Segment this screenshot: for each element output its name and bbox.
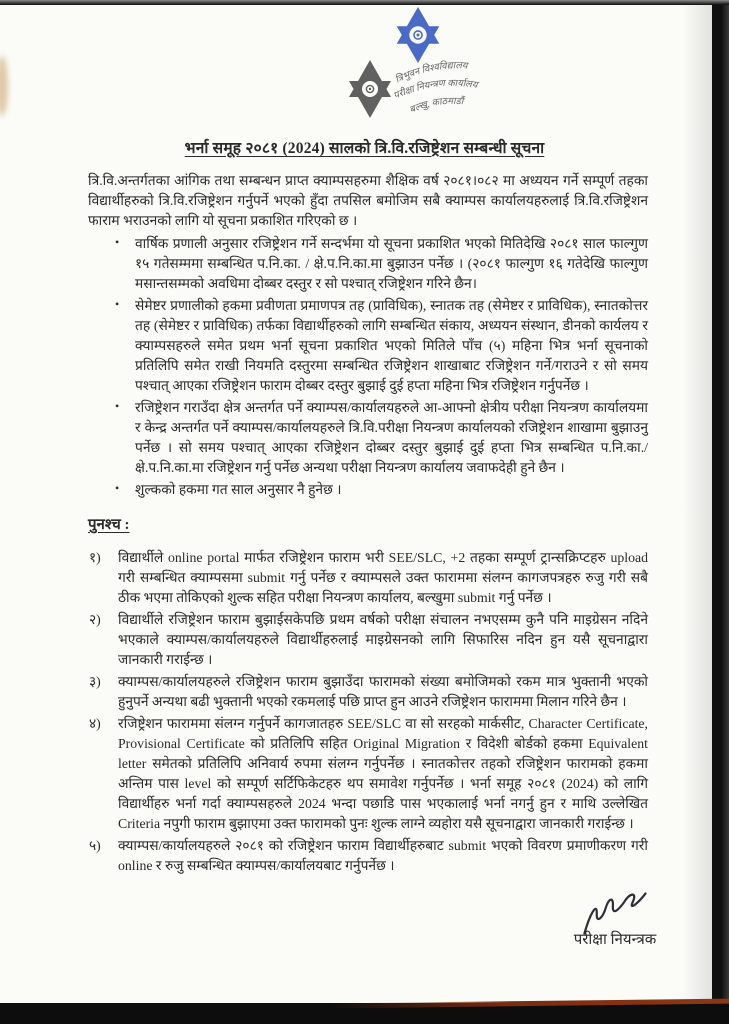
item-number: ३) xyxy=(89,673,101,689)
svg-text:बल्खु, काठमाडौं xyxy=(408,95,466,116)
item-text: रजिष्ट्रेशन फाराममा संलग्न गर्नुपर्ने कागजातहरु SEE/SLC वा सो सरहको मार्कसीट, Character Certificate, Provisional Certificate को प्रतिलिपि सहित Original Migration र विदेशी बोर्डको हकमा Equivalent letter समेतको प्रतिलिपि अनिवार्य रुपमा संलग्न गर्नुपर्नेछ । स्नातकोत्तर तहको रजिष्ट्रेशन फारामको हकमा अन्तिम पास level को सम्पूर्ण सर्टिफिकेटहरु थप समावेश गर्नुपर्नेछ । भर्ना समूह २०८१ (2024) को लागि विद्यार्थीहरु भर्ना गर्दा क्याम्पसहरुले 2024 भन्दा पछाडि पास भएकालाई भर्ना नगर्नु हुन र माथि उल्लेखित Criteria नपुगी फाराम बुझाएमा उक्त फारामको पुनः शुल्क लाग्ने व्यहोरा यसै सूचनाद्वारा जानकारी गराईन्छ । xyxy=(118,715,648,831)
stamp-text-line3: बल्खु, काठमाडौं xyxy=(408,96,464,116)
bullet-item xyxy=(88,296,648,396)
bullet-item xyxy=(88,398,648,478)
item-number: ५) xyxy=(89,837,101,853)
stamp-text-line2: परीक्षा नियन्त्रण कार्यालय xyxy=(392,78,479,102)
scan-edge-right xyxy=(712,0,729,1024)
postscript-item xyxy=(88,672,648,712)
stamp-text-line1: त्रिभुवन विश्वविद्यालय xyxy=(394,61,468,86)
bullet-marker-icon: • xyxy=(115,399,120,413)
bullet-text: वार्षिक प्रणाली अनुसार रजिष्ट्रेशन गर्ने सन्दर्भमा यो सूचना प्रकाशित भएको मितिदेखि २०८१ साल फाल्गुण १५ गतेसम्ममा सम्बन्धित प.नि.का. / क्षे.प.नि.का.मा बुझाउन पर्नेछ । (२०८१ फाल्गुण १६ गतेदेखि फाल्गुण मसान्तसम्मको अवधिमा दोब्बर दस्तुर र सो पश्चात् रजिष्ट्रेशन गरिने छैन। xyxy=(135,236,648,291)
bullet-text: सेमेष्टर प्रणालीको हकमा प्रवीणता प्रमाणपत्र तह (प्राविधिक), स्नातक तह (सेमेष्टर र प्राविधिक), स्नातकोत्तर तह (सेमेष्टर र प्राविधिक) तर्फका विद्यार्थीहरुको लागि सम्बन्धित संकाय, अध्ययन संस्थान, डीनको कार्यलय र क्याम्पसहरुले समेत प्रथम भर्ना सूचना प्रकाशित भएको मितिले पाँच (५) महिना भित्र भर्ना सूचनाको प्रतिलिपि समेत राखी नियमति दस्तुरमा सम्बन्धित रजिष्ट्रेशन शाखाबाट रजिष्ट्रेशन गर्ने/गराउने र सो समय पश्चात् आएका रजिष्ट्रेशन फाराम दोब्बर दस्तुर बुझाई दुई हप्ता महिना भित्र रजिष्ट्रेशन गर्नुपर्नेछ । xyxy=(135,298,648,393)
office-stamp xyxy=(343,57,515,128)
item-text: क्याम्पस/कार्यालयहरुले रजिष्ट्रेशन फाराम बुझाउँदा फारामको संख्या बमोजिमको रकम मात्र भुक्तानी भएको हुनुपर्ने अन्यथा बढी भुक्तानी भएको रकमलाई पछि प्राप्त हुन आउने रजिष्ट्रेशन फाराममा मिलान गरिने छैन । xyxy=(118,673,648,709)
scan-shadow-right xyxy=(682,0,712,1024)
stamp-star-icon xyxy=(349,60,391,118)
postscript-item xyxy=(88,610,648,670)
item-text: विद्यार्थीले online portal मार्फत रजिष्ट्रेशन फाराम भरी SEE/SLC, +2 तहका सम्पूर्ण ट्रान्सक्रिप्टहरु upload गरी सम्बन्धित क्याम्पसमा submit गर्नु पर्नेछ र क्याम्पसले उक्त फाराममा संलग्न कागजपत्रहरु रुजु गरी सबै ठीक भएमा तोकिएको शुल्क सहित परीक्षा नियन्त्रण कार्यालय, बल्खुमा submit गर्नु पर्नेछ । xyxy=(118,549,648,605)
item-number: ४) xyxy=(89,715,101,731)
intro-paragraph: त्रि.वि.अन्तर्गतका आंगिक तथा सम्बन्धन प्राप्त क्याम्पसहरुमा शैक्षिक वर्ष २०८१।०८२ मा अध्ययन गर्ने सम्पूर्ण तहका विद्यार्थीहरुको त्रि.वि.रजिष्ट्रेशन गर्नुपर्ने भएको हुँदा तपसिल बमोजिम सबै क्याम्पस कार्यालयहरुलाई त्रि.वि.रजिष्ट्रेशन फाराम भराउनको लागि यो सूचना प्रकाशित गरिएको छ । xyxy=(88,173,648,228)
notice-bullet-list xyxy=(88,234,648,500)
signature-block xyxy=(556,893,674,949)
item-number: १) xyxy=(89,549,101,565)
scan-edge-top xyxy=(0,0,729,5)
signatory-title: परीक्षा नियन्त्रक xyxy=(573,932,657,948)
postscript-heading: पुनश्च : xyxy=(88,517,130,533)
bullet-marker-icon: • xyxy=(115,481,120,495)
item-text: विद्यार्थीले रजिष्ट्रेशन फाराम बुझाईसकेपछि प्रथम वर्षको परीक्षा संचालन नभएसम्म कुनै पनि माइग्रेसन नदिने भएकाले क्याम्पस/कार्यालयहरुले विद्यार्थीहरुलाई माइग्रेसनको लागि सिफारिस नदिन हुन यसै सूचनाद्वारा जानकारी गराईन्छ । xyxy=(118,611,648,667)
item-text: क्याम्पस/कार्यालयहरुले २०८१ को रजिष्ट्रेशन फाराम विद्यार्थीहरुबाट submit भएको विवरण प्रमाणीकरण गरी online र रुजु सम्बन्धित क्याम्पस/कार्यालयबाट गर्नुपर्नेछ । xyxy=(118,837,648,873)
bullet-text: रजिष्ट्रेशन गराउँदा क्षेत्र अन्तर्गत पर्ने क्याम्पस/कार्यालयहरुले आ-आफ्नो क्षेत्रीय परीक्षा नियन्त्रण कार्यालयमा र केन्द्र अन्तर्गत पर्ने क्याम्पस/कार्यालयहरुले त्रि.वि.परीक्षा नियन्त्रण कार्यालयको रजिष्ट्रेशन शाखामा बुझाउनु पर्नेछ । सो समय पश्चात् आएका रजिष्ट्रेशन दोब्बर दस्तुर बुझाई दुई हप्ता भित्र सम्बन्धित प.नि.का./क्षे.प.नि.का.मा रजिष्ट्रेशन गर्नु पर्नेछ अन्यथा परीक्षा नियन्त्रण कार्यालय जवाफदेही हुने छैन । xyxy=(135,400,648,475)
notice-title: भर्ना समूह २०८१ (2024) सालको त्रि.वि.रजिष्ट्रेशन सम्बन्धी सूचना xyxy=(184,140,545,157)
postscript-item xyxy=(88,548,648,608)
item-number: २) xyxy=(89,611,101,627)
scan-smudge xyxy=(0,56,8,116)
postscript-item xyxy=(88,714,648,834)
postscript-item xyxy=(88,836,648,876)
bullet-item xyxy=(88,480,648,500)
bullet-marker-icon: • xyxy=(115,297,120,311)
bullet-marker-icon: • xyxy=(115,235,120,249)
bullet-text: शुल्कको हकमा गत साल अनुसार नै हुनेछ । xyxy=(135,482,342,497)
postscript-list xyxy=(88,548,648,876)
bullet-item xyxy=(88,234,648,294)
notice-body xyxy=(88,171,648,878)
